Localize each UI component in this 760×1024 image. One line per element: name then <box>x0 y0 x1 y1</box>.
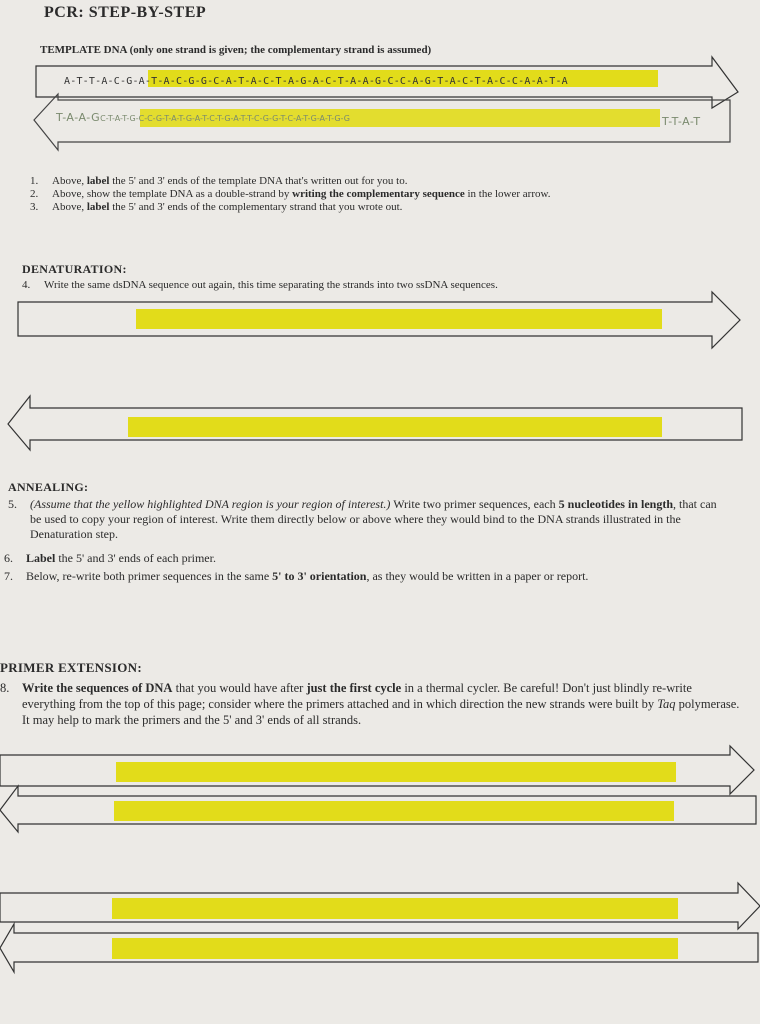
bottom-seq-start: T-A-A-G <box>56 111 101 124</box>
denaturation-instruction: 4. Write the same dsDNA sequence out again, this time separating the strands into two ssDNA sequences. <box>22 279 498 291</box>
instruction-item-2: 2. Above, show the template DNA as a double-strand by writing the complementary sequence in the lower arrow. <box>30 188 551 200</box>
annealing-item-6: 6. Label the 5' and 3' ends of each primer. <box>4 551 216 565</box>
denaturation-heading: DENATURATION: <box>22 262 127 276</box>
bottom-seq-highlight: C-T-A-T-G-C-C-G-T-A-T-G-A-T-C-T-G-A-T-T-C-G-G-T-C-A-T-G-A-T-G-G <box>100 114 350 123</box>
top-seq-suffix: -A-A-T-A <box>518 76 568 87</box>
page-title: PCR: STEP-BY-STEP <box>44 4 207 21</box>
template-top-sequence <box>64 76 568 87</box>
extension-pair2-bottom-arrow <box>0 924 758 972</box>
top-seq-prefix: A-T-T-A-C- <box>64 76 127 87</box>
instruction-item-3: 3. Above, label the 5' and 3' ends of the complementary strand that you wrote out. <box>30 201 403 213</box>
template-dna-label: TEMPLATE DNA (only one strand is given; the complementary strand is assumed) <box>40 44 432 56</box>
denaturation-top-arrow <box>18 292 740 348</box>
bottom-seq-end: T-T-A-T <box>662 115 701 128</box>
instruction-item-1: 1. Above, label the 5' and 3' ends of the template DNA that's written out for you to. <box>30 175 408 187</box>
primer-extension-heading: PRIMER EXTENSION: <box>0 660 142 675</box>
primer-extension-instruction: 8. Write the sequences of DNA that you would have after just the first cycle in a thermal cycler. Be careful! Don't just blindly re-write everything from the top of this page; consider where the primers attached and in which direction the new strands were built by Taq polymerase. It may help to mark the primers and the 5' and 3' ends of all strands. <box>0 681 740 727</box>
extension-pair2-top-arrow <box>0 883 760 929</box>
denaturation-bottom-arrow <box>8 396 742 450</box>
extension-pair1-top-arrow <box>0 746 754 794</box>
annealing-item-7: 7. Below, re-write both primer sequences in the same 5' to 3' orientation, as they would be written in a paper or report. <box>4 569 589 583</box>
annealing-item-5: 5. (Assume that the yellow highlighted DNA region is your region of interest.) Write two primer sequences, each 5 nucleotides in length, that can be used to copy your region of interest. Write them directly below or above where they would bind to the DNA strands illustrated in the Denaturation step. <box>8 497 717 541</box>
instruction-list <box>30 175 730 214</box>
top-seq-highlight: G-A-T-A-C-G-G-C-A-T-A-C-T-A-G-A-C-T-A-A-G-C-C-A-G-T-A-C-T-A-C-C <box>126 76 519 87</box>
extension-pair1-bottom-arrow <box>0 786 756 832</box>
annealing-heading: ANNEALING: <box>8 480 89 494</box>
template-bottom-handwritten-sequence <box>56 111 350 124</box>
